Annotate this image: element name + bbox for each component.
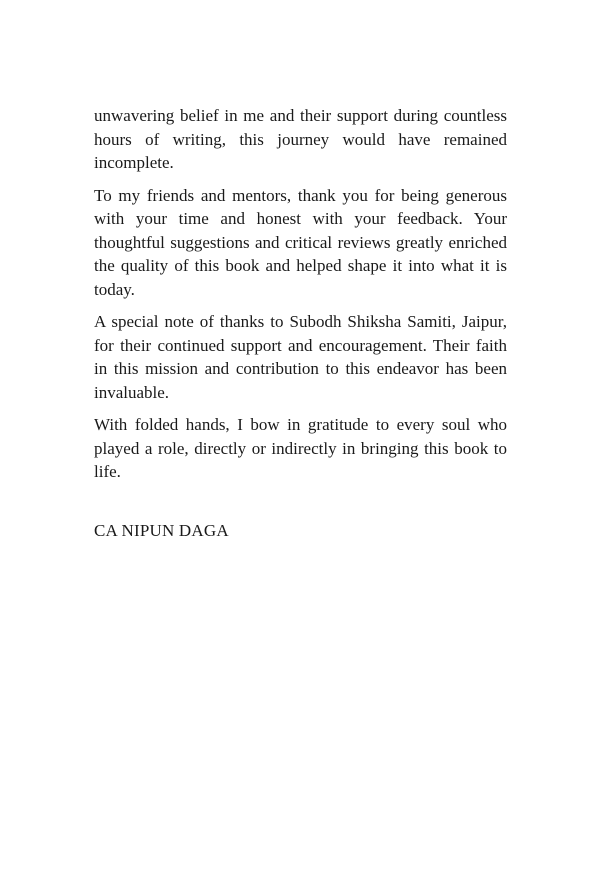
paragraph-gratitude: With folded hands, I bow in gratitude to every soul who played a role, directly or indirectly in bringing this book to life. — [94, 415, 507, 481]
paragraph-friends-mentors: To my friends and mentors, thank you for being generous with your time and honest with your feedback. Your thoughtful suggestions and critical reviews greatly enriched the quality of this book and helped shape it into what it is today. — [94, 185, 507, 299]
author-signature: CA NIPUN DAGA — [94, 520, 229, 540]
paragraph-family-support: unwavering belief in me and their support during countless hours of writing, this journey would have remained incomplete. — [94, 106, 507, 172]
page-body — [94, 104, 507, 542]
paragraph-special-thanks: A special note of thanks to Subodh Shiksha Samiti, Jaipur, for their continued support and encouragement. Their faith in this mission and contribution to this endeavor has been invaluable. — [94, 312, 507, 402]
